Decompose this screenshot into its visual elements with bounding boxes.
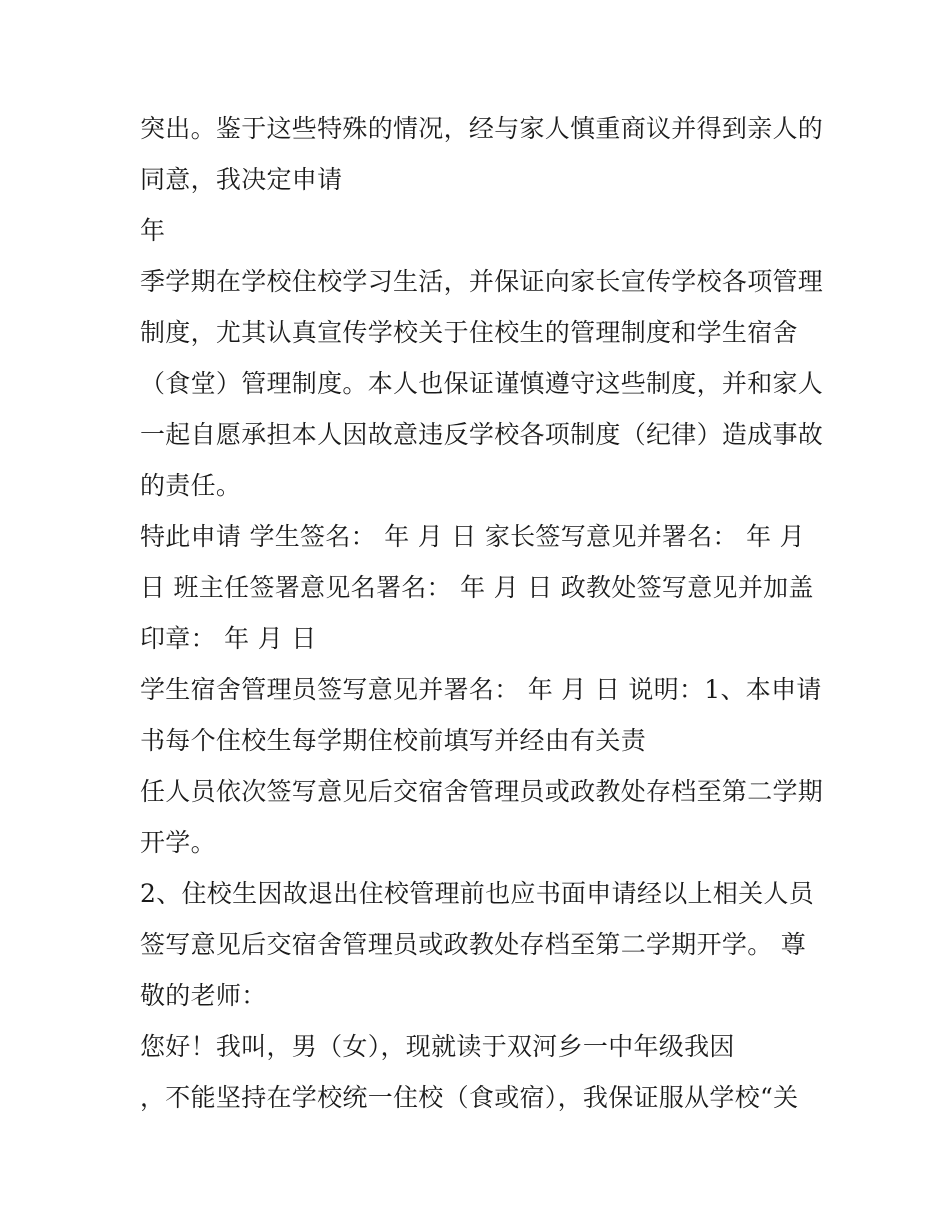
text-line: ，不能坚持在学校统一住校（食或宿），我保证服从学校“关 xyxy=(140,1083,799,1112)
text-line: 的责任。 xyxy=(140,471,242,500)
text-line: 一起自愿承担本人因故意违反学校各项制度（纪律）造成事故 xyxy=(140,420,824,449)
text-line: 书每个住校生每学期住校前填写并经由有关责 xyxy=(140,726,647,755)
text-line: 2、住校生因故退出住校管理前也应书面申请经以上相关人员 xyxy=(140,879,815,908)
text-line: 印章： 年 月 日 xyxy=(140,624,317,653)
text-line: 年 xyxy=(140,216,166,245)
text-line: （食堂）管理制度。本人也保证谨慎遵守这些制度，并和家人 xyxy=(140,369,824,398)
text-line: 同意，我决定申请 xyxy=(140,165,343,194)
text-line: 任人员依次签写意见后交宿舍管理员或政教处存档至第二学期 xyxy=(140,777,824,806)
text-line: 学生宿舍管理员签写意见并署名： 年 月 日 说明：1、本申请 xyxy=(140,675,822,704)
text-line: 日 班主任签署意见名署名： 年 月 日 政教处签写意见并加盖 xyxy=(140,573,814,602)
text-line: 制度，尤其认真宣传学校关于住校生的管理制度和学生宿舍 xyxy=(140,318,798,347)
text-line: 季学期在学校住校学习生活，并保证向家长宣传学校各项管理 xyxy=(140,267,824,296)
text-line: 开学。 xyxy=(140,828,216,857)
text-line: 突出。鉴于这些特殊的情况，经与家人慎重商议并得到亲人的 xyxy=(140,114,824,143)
text-line: 敬的老师： xyxy=(140,981,267,1010)
text-line: 您好！我叫，男（女），现就读于双河乡一中年级我因 xyxy=(140,1032,735,1061)
text-line: 特此申请 学生签名： 年 月 日 家长签写意见并署名： 年 月 xyxy=(140,522,805,551)
text-line: 签写意见后交宿舍管理员或政教处存档至第二学期开学。 尊 xyxy=(140,930,807,959)
